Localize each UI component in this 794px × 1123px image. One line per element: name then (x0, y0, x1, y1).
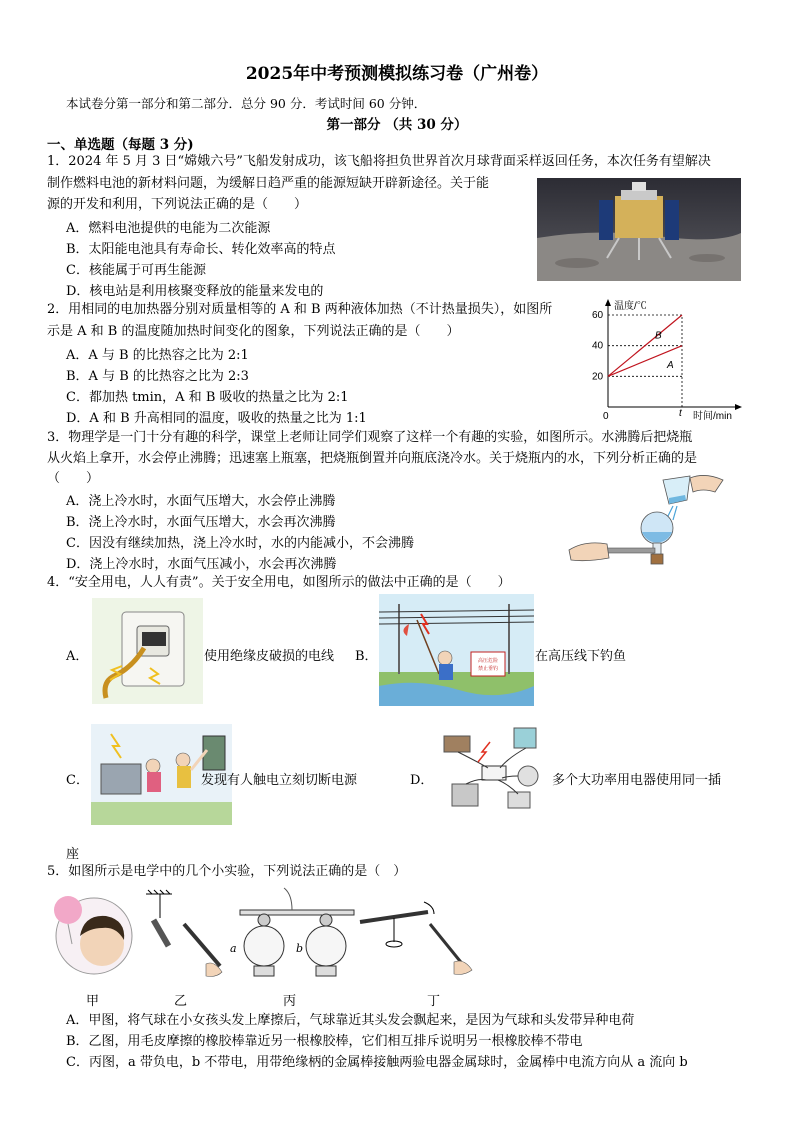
q5-option-a: A．甲图，将气球在小女孩头发上摩擦后，气球靠近其头发会飘起来，是因为气球和头发带异种电荷 (66, 1013, 635, 1028)
q2-option-d: D．A 和 B 升高相同的温度，吸收的热量之比为 1:1 (66, 411, 367, 426)
flask-cold-water-image (565, 470, 740, 580)
page-title: 2025年中考预测模拟练习卷（广州卷） (245, 64, 549, 84)
y-tick-label-20: 20 (592, 371, 604, 383)
q2-option-c: C．都加热 tmin，A 和 B 吸收的热量之比为 2:1 (66, 390, 349, 405)
q4-stem: 4．“安全用电，人人有责”。关于安全用电，如图所示的做法中正确的是（ ） (47, 575, 511, 590)
q4-c-letter: C． (66, 773, 89, 788)
q4-b-text: 在高压线下钓鱼 (535, 649, 627, 664)
q5-label-jia: 甲 (86, 994, 100, 1009)
q4-d-text-continued: 座 (66, 847, 80, 862)
q4-a-text: 使用绝缘皮破损的电线 (204, 649, 335, 664)
t-tick-label: t (679, 408, 682, 419)
q5-stem: 5．如图所示是电学中的几个小实验，下列说法正确的是（ ） (47, 864, 407, 879)
overloaded-outlet-image (438, 722, 548, 822)
electricity-experiments-image (46, 884, 486, 986)
svg-text:a: a (230, 942, 237, 955)
q5-label-yi: 乙 (174, 994, 188, 1009)
svg-text:禁止垂钓: 禁止垂钓 (477, 666, 499, 672)
q5-option-c: C．丙图，a 带负电，b 不带电，用带绝缘柄的金属棒接触两验电器金属球时，金属棒中电流方向从 a 流向 b (66, 1055, 688, 1070)
q4-a-letter: A． (66, 649, 89, 664)
y-tick-label-60: 60 (592, 310, 604, 321)
fishing-under-power-line-image (379, 594, 534, 706)
lunar-lander-image (537, 178, 741, 281)
svg-text:b: b (296, 942, 304, 955)
q4-b-letter: B． (355, 649, 378, 664)
q1-option-a: A．燃料电池提供的电能为二次能源 (66, 221, 271, 236)
q4-d-letter: D． (410, 773, 434, 788)
q3-line1: 3．物理学是一门十分有趣的科学，课堂上老师让同学们观察了这样一个有趣的实验，如图所示。水沸腾后把烧瓶 (47, 430, 693, 445)
y-axis-label: 温度/℃ (614, 301, 647, 312)
q4-c-text: 发现有人触电立刻切断电源 (201, 773, 358, 788)
x-axis-label: 时间/min (693, 411, 732, 422)
y-axis-arrow (605, 299, 611, 306)
q5-option-b: B．乙图，用毛皮摩擦的橡胶棒靠近另一根橡胶棒，它们相互排斥说明另一根橡胶棒不带电 (66, 1034, 583, 1049)
q1-option-b: B．太阳能电池具有寿命长、转化效率高的特点 (66, 242, 336, 257)
q1-line1: 1．2024 年 5 月 3 日“嫦娥六号”飞船发射成功，该飞船将担负世界首次月球背面采样返回任务，本次任务有望解决 (47, 154, 711, 169)
q5-label-ding: 丁 (427, 994, 441, 1009)
section-heading: 一、单选题（每题 3 分) (47, 137, 194, 153)
q1-option-d: D．核电站是利用核聚变释放的能量来发电的 (66, 284, 324, 299)
q2-line1: 2．用相同的电加热器分别对质量相等的 A 和 B 两种液体加热（不计热量损失），如图所 (47, 302, 553, 317)
origin-label: 0 (603, 411, 609, 422)
q1-option-c: C．核能属于可再生能源 (66, 263, 206, 278)
q1-line3: 源的开发和利用，下列说法正确的是（ ） (47, 197, 308, 212)
q3-line3: （ ） (47, 471, 100, 486)
exam-info: 本试卷分第一部分和第二部分．总分 90 分．考试时间 60 分钟． (66, 96, 427, 111)
q3-option-d: D．浇上冷水时，水面气压减小，水会再次沸腾 (66, 557, 337, 572)
q2-option-b: B．A 与 B 的比热容之比为 2:3 (66, 369, 249, 384)
q2-option-a: A．A 与 B 的比热容之比为 2:1 (66, 348, 249, 363)
q3-line2: 从火焰上拿开，水会停止沸腾；迅速塞上瓶塞，把烧瓶倒置并向瓶底浇冷水。关于烧瓶内的水，下列分析正确的是 (47, 451, 698, 466)
q1-line2: 制作燃料电池的新材料问题，为缓解日趋严重的能源短缺开辟新途径。关于能 (47, 176, 490, 191)
q5-label-bing: 丙 (283, 994, 297, 1009)
svg-text:高压危险: 高压危险 (477, 658, 499, 664)
q3-option-c: C．因没有继续加热，浇上冷水时，水的内能减小，不会沸腾 (66, 536, 414, 551)
y-tick-label-40: 40 (592, 340, 604, 352)
q3-option-a: A．浇上冷水时，水面气压增大，水会停止沸腾 (66, 494, 336, 509)
damaged-wire-outlet-image (92, 598, 203, 704)
part-heading: 第一部分 （共 30 分） (326, 117, 468, 133)
series-label-B: B (655, 330, 662, 342)
q4-d-text: 多个大功率用电器使用同一插 (552, 773, 722, 788)
q2-line2: 示是 A 和 B 的温度随加热时间变化的图象，下列说法正确的是（ ） (47, 324, 460, 339)
series-label-A: A (667, 360, 674, 371)
q3-option-b: B．浇上冷水时，水面气压增大，水会再次沸腾 (66, 515, 336, 530)
x-axis-arrow (735, 404, 742, 410)
temperature-time-chart (590, 297, 750, 422)
